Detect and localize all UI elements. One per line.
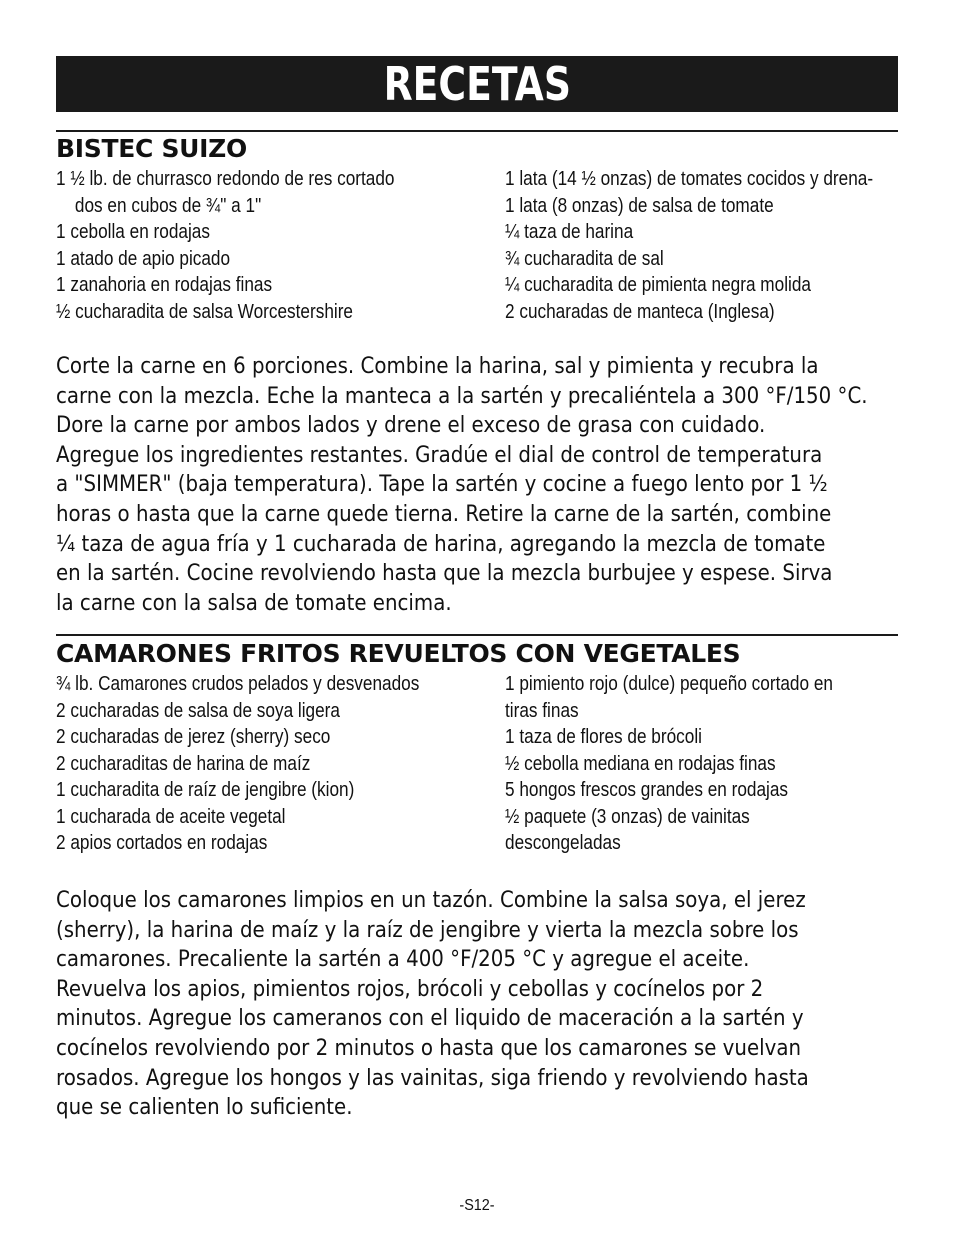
instruction-line: Corte la carne en 6 porciones. Combine la harina, sal y pimienta y recubra la bbox=[56, 354, 819, 379]
ingredient-item: ½ cucharadita de salsa Worcestershire bbox=[56, 300, 354, 323]
ingredient-item: 1 lata (8 onzas) de salsa de tomate bbox=[505, 194, 774, 217]
page-banner bbox=[56, 56, 898, 112]
ingredients-right-column bbox=[505, 671, 954, 857]
ingredient-item: ½ paquete (3 onzas) de vainitas bbox=[505, 805, 750, 828]
instruction-line: (sherry), la harina de maíz y la raíz de jengibre y vierta la mezcla sobre los bbox=[56, 917, 799, 943]
ingredient-item: 2 cucharadas de salsa de soya ligera bbox=[56, 699, 340, 722]
instruction-line: horas o hasta que la carne quede tierna. Retire la carne de la sartén, combine bbox=[56, 501, 832, 527]
ingredients-right-column bbox=[505, 166, 954, 325]
recipe-instructions bbox=[56, 886, 876, 1123]
instruction-line: ¼ taza de agua fría y 1 cucharada de harina, agregando la mezcla de tomate bbox=[56, 531, 826, 557]
ingredient-item: 1 cucharada de aceite vegetal bbox=[56, 805, 286, 828]
ingredient-item: ¼ cucharadita de pimienta negra molida bbox=[505, 274, 811, 296]
ingredient-item: dos en cubos de ¾" a 1" bbox=[74, 194, 262, 217]
instruction-line: Coloque los camarones limpios en un tazón. Combine la salsa soya, el jerez bbox=[56, 888, 806, 913]
recipe-title: CAMARONES FRITOS REVUELTOS CON VEGETALES bbox=[56, 639, 741, 668]
ingredient-item: 1 cebolla en rodajas bbox=[56, 221, 210, 243]
ingredient-item: 2 cucharadas de jerez (sherry) seco bbox=[56, 726, 331, 748]
instruction-line: Dore la carne por ambos lados y drene el exceso de grasa con cuidado. bbox=[56, 413, 766, 439]
ingredient-item: 1 atado de apio picado bbox=[56, 247, 231, 270]
instruction-line: a "SIMMER" (baja temperatura). Tape la sartén y cocine a fuego lento por 1 ½ bbox=[56, 472, 828, 498]
instruction-line: rosados. Agregue los hongos y las vainitas, siga friendo y revolviendo hasta bbox=[56, 1065, 809, 1091]
ingredient-item: 2 cucharadas de manteca (Inglesa) bbox=[505, 300, 775, 323]
instruction-line: carne con la mezcla. Eche la manteca a la sartén y precaliéntela a 300 °F/150 °C. bbox=[56, 383, 868, 409]
page-title: RECETAS bbox=[383, 57, 571, 111]
instruction-line: camarones. Precaliente la sartén a 400 °F/205 °C y agregue el aceite. bbox=[56, 947, 750, 973]
ingredient-item: 1 lata (14 ½ onzas) de tomates cocidos y drena- bbox=[505, 168, 874, 190]
ingredients-left-column bbox=[56, 166, 578, 325]
ingredient-item: 5 hongos frescos grandes en rodajas bbox=[505, 779, 789, 801]
ingredient-item: 1 pimiento rojo (dulce) pequeño cortado en bbox=[505, 673, 833, 695]
ingredient-item: ¾ cucharadita de sal bbox=[505, 247, 664, 270]
ingredient-item: descongeladas bbox=[505, 832, 621, 854]
instruction-line: Agregue los ingredientes restantes. Gradúe el dial de control de temperatura bbox=[56, 442, 823, 468]
recipe-instructions bbox=[56, 352, 876, 618]
instruction-line: minutos. Agregue los cameranos con el liquido de maceración a la sartén y bbox=[56, 1006, 804, 1032]
instruction-line: cocínelos revolviendo por 2 minutos o hasta que los camarones se vuelvan bbox=[56, 1035, 802, 1061]
ingredient-item: ½ cebolla mediana en rodajas finas bbox=[505, 752, 776, 775]
ingredient-item: ¾ lb. Camarones crudos pelados y desvenados bbox=[56, 673, 420, 695]
section-divider bbox=[56, 634, 898, 636]
ingredient-item: 2 apios cortados en rodajas bbox=[56, 832, 268, 854]
instruction-line: que se calienten lo suficiente. bbox=[56, 1095, 353, 1121]
instruction-line: en la sartén. Cocine revolviendo hasta que la mezcla burbujee y espese. Sirva bbox=[56, 561, 833, 587]
ingredients-left-column bbox=[56, 671, 556, 857]
instruction-line: la carne con la salsa de tomate encima. bbox=[56, 590, 452, 616]
ingredient-item: ¼ taza de harina bbox=[505, 221, 634, 243]
ingredient-item: 1 zanahoria en rodajas finas bbox=[56, 274, 273, 296]
page-number: -S12- bbox=[459, 1197, 495, 1214]
ingredient-item: 1 taza de flores de brócoli bbox=[505, 726, 702, 748]
recipe-title: BISTEC SUIZO bbox=[56, 134, 247, 163]
section-divider bbox=[56, 130, 898, 132]
instruction-line: Revuelva los apios, pimientos rojos, brócoli y cebollas y cocínelos por 2 bbox=[56, 976, 764, 1002]
ingredient-item: 2 cucharaditas de harina de maíz bbox=[56, 752, 311, 775]
ingredient-item: 1 ½ lb. de churrasco redondo de res cortado bbox=[56, 168, 395, 190]
ingredient-item: 1 cucharadita de raíz de jengibre (kion) bbox=[56, 779, 355, 801]
ingredient-item: tiras finas bbox=[505, 699, 579, 722]
